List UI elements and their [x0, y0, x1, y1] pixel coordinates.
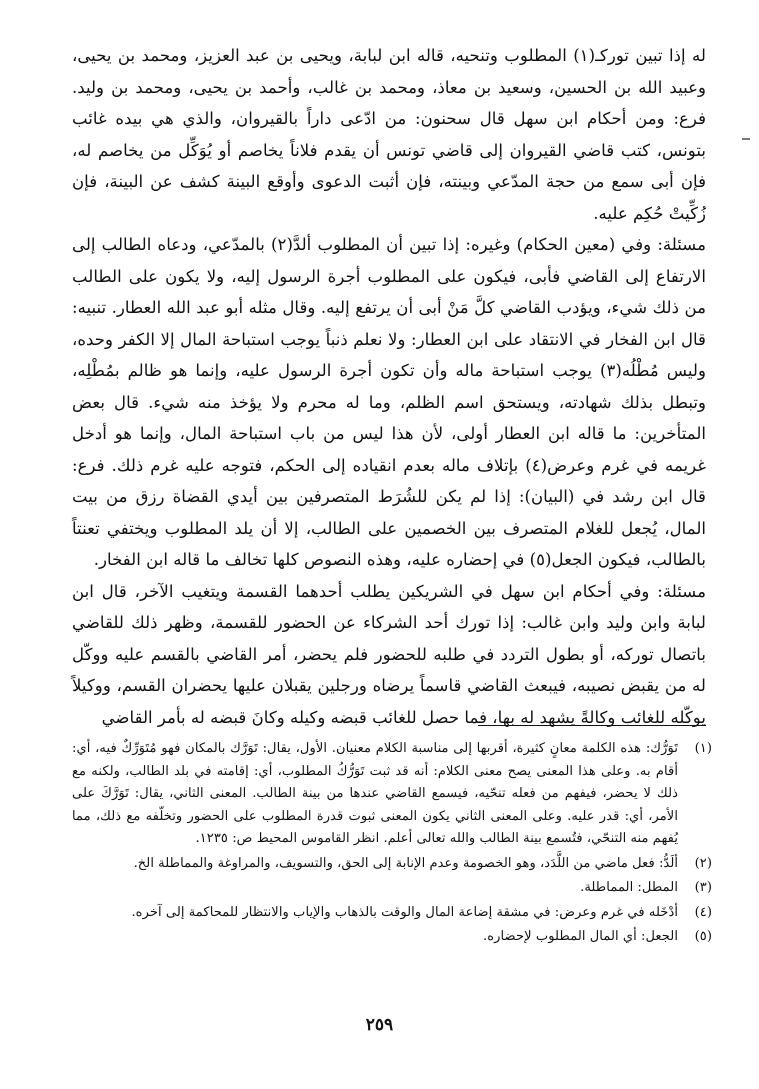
footnote-separator: [478, 725, 706, 726]
page-number: ٢٥٩: [365, 1015, 394, 1035]
paragraph-1: له إذا تبين توركـ(١) المطلوب وتنحيه، قاله ابن لبابة، ويحيى بن عبد العزيز، ومحمد بن يحيى، وعبيد الله بن الحسين، وسعيد بن معاذ، ومحمد بن غالب، وأحمد بن يحيى، ومحمد بن وليد. فرع: ومن أحكام ابن سهل قال سحنون: من ادّعى داراً بالقيروان، والذي هي بيده غائب بتونس، كتب قاضي القيروان إلى قاضي تونس أن يقدم فلاناً يخاصم أو يُوَكِّل من يخاصم له، فإن أبى سمع من حجة المدّعي وبينته، فإن أثبت الدعوى وأوقع البينة كشف عن البينة، فإن زُكِّيتْ حُكِم عليه.: [72, 46, 706, 223]
footnotes: [72, 738, 712, 949]
footnote-number: (١): [694, 741, 712, 756]
footnote-1: [72, 738, 712, 851]
main-text: [72, 40, 706, 733]
footnote-number: (٥): [694, 929, 712, 944]
footnote-text: تَوَرُّك: هذه الكلمة معانٍ كثيرة، أقربها إلى مناسبة الكلام معنيان. الأول، يقال: تَوَرَّك بالمكان فهو مُتَوَرِّكٌ فيه، أي: أقام به. وعلى هذا المعنى يصح معنى الكلام: أنه قد ثبت تَوَرُّكُ المطلوب، أي: إقامته في بلد الطالب، ولكنه مع ذلك لا يحضر، فيفهم من فعله تنحّيه، فيسمع القاضي عندها من بينة الطالب. المعنى الثاني، يقال: تَوَرَّكَ على الأمر، أي: قدر عليه. وعلى المعنى الثاني يكون المعنى ثبوت قدرة المطلوب على الحضور وتخلّفه مع ذلك، مما يُفهم منه التنحّي، فتُسمع بينة الطالب والله تعالى أعلم. انظر القاموس المحيط ص: ١٢٣٥.: [72, 741, 678, 846]
paragraph-2: مسئلة: وفي (معين الحكام) وغيره: إذا تبين أن المطلوب ألدَّ(٢) بالمدّعي، ودعاه الطالب إلى الارتفاع إلى القاضي فأبى، فيكون على المطلوب أجرة الرسول إليه، ولا يكون على الطالب من ذلك شيء، ويؤدب القاضي كلَّ مَنْ أبى أن يرتفع إليه. وقال مثله أبو عبد الله العطار. تنبيه: قال ابن الفخار في الانتقاد على ابن العطار: ولا نعلم ذنباً يوجب استباحة المال إلا الكفر وحده، وليس مُطْلُه(٣) يوجب استباحة ماله وأن تكون أجرة الرسول عليه، وإنما هو ظالم بمُطْلِه، وتبطل بذلك شهادته، ويستحق اسم الظلم، وما له محرم ولا يؤخذ منه شيء. قال بعض المتأخرين: ما قاله ابن العطار أولى، لأن هذا ليس من باب استباحة المال، وإنما هو أدخل غريمه في غرم وعرض(٤) بإتلاف ماله بعدم انقياده إلى الحكم، فتوجه عليه غرم ذلك. فرع: قال ابن رشد في (البيان): إذا لم يكن للشُرَط المتصرفين بين أيدي القضاة رزق من بيت المال، يُجعل للغلام المتصرف بين الخصمين على الطالب، إلا أن يلد المطلوب ويختفي تعنتاً بالطالب، فيكون الجعل(٥) في إحضاره عليه، وهذه النصوص كلها تخالف ما قاله ابن الفخار.: [72, 235, 707, 569]
footnote-4: [72, 902, 712, 925]
paragraph-3: مسئلة: وفي أحكام ابن سهل في الشريكين يطلب أحدهما القسمة ويتغيب الآخر، قال ابن لبابة وابن وليد وابن غالب: إذا تورك أحد الشركاء عن الحضور للقسمة، وظهر ذلك للقاضي باتصال توركه، أو بطول التردد في طلبه للحضور فلم يحضر، أمر القاضي بالقسم عليه ووكّل له من يقبض نصيبه، فيبعث القاضي قاسماً يرضاه ورجلين يقبلان عليها يحضران القسم، ووكيلاً يوكّله للغائب وكالةً يشهد له بها، فما حصل للغائب قبضه وكيله وكانَ قبضه له بأمر القاضي: [72, 581, 706, 727]
footnote-number: (٢): [694, 855, 712, 871]
footnote-text: الجعل: أي المال المطلوب لإحضاره.: [483, 929, 678, 944]
footnote-number: (٣): [694, 880, 712, 895]
footnote-number: (٤): [694, 904, 712, 920]
margin-mark: [742, 138, 750, 140]
footnote-text: أدْخَله في غرم وعرض: في مشقة إضاعة المال والوقت بالذهاب والإياب والانتظار للمحاكمة إلى آخره.: [131, 904, 678, 920]
footnote-text: ألَدُّ: فعل ماضي من اللَّدَد، وهو الخصومة وعدم الإنابة إلى الحق، والتسويف، والمراوغة والمماطلة الخ.: [133, 855, 678, 871]
footnote-3: [72, 877, 712, 900]
footnote-text: المطل: المماطلة.: [580, 880, 678, 895]
footnote-2: [72, 853, 712, 876]
footnote-5: [72, 926, 712, 949]
